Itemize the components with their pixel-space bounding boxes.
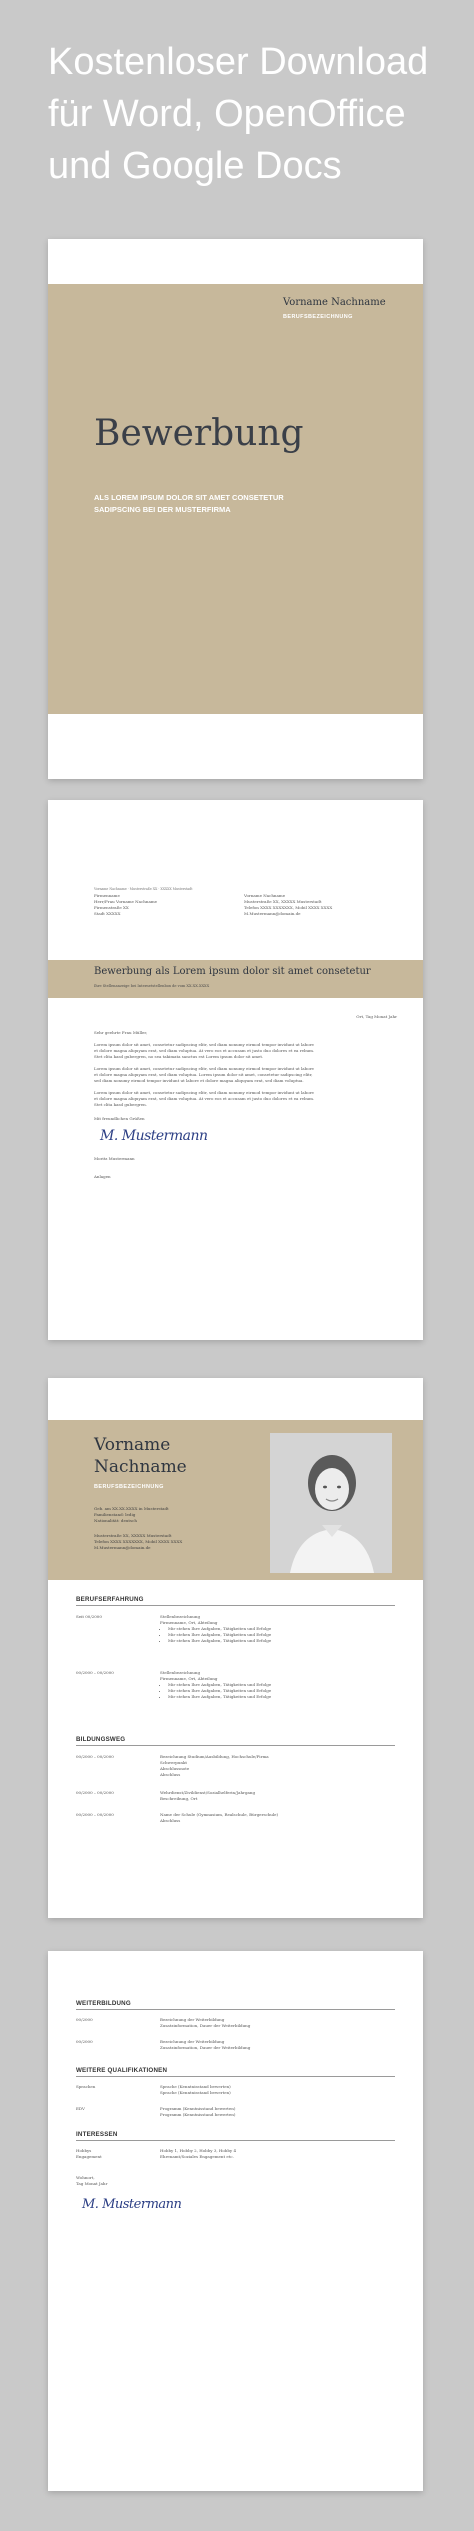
letter-closing: Mit freundlichen Grüßen (94, 1116, 145, 1121)
job-bullets (160, 1626, 271, 1644)
letter-paragraph-1 (94, 1042, 314, 1060)
letter-paragraph-2 (94, 1066, 314, 1084)
cv-name-line-1: Vorname (94, 1435, 171, 1455)
contact-line: Musterstraße XX, XXXXX Musterstadt (94, 1533, 172, 1538)
section-interests: INTERESSEN (76, 2131, 118, 2138)
education-line: Abschluss (160, 1772, 181, 1777)
education-line: Wehrdienst/Zivildienst/Sozialhelferin/Jahrgang (160, 1790, 256, 1795)
education-entry (160, 1812, 278, 1824)
education-period: 00/2000 – 00/2000 (76, 1790, 114, 1795)
cover-name: Vorname Nachname (283, 297, 386, 308)
training-entry (160, 2017, 250, 2029)
letter-attachments: Anlagen (94, 1174, 111, 1179)
recipient-line: Herr/Frau Vorname Nachname (94, 899, 158, 904)
interest-values (160, 2148, 236, 2160)
recipient-line: Firmenstraße XX (94, 905, 129, 910)
cover-title: Bewerbung (94, 413, 304, 454)
education-entry (160, 1790, 255, 1802)
letter-page (48, 800, 423, 1340)
date-line: Tag Monat Jahr (76, 2181, 108, 2186)
paragraph-line: et dolore magna aliquyam erat, sed diam voluptua. At vero eos et accusam et justo duo dolores et ea rebum. (94, 1096, 315, 1101)
sender-line: Vorname Nachname (244, 893, 286, 898)
cv-profession: BERUFSBEZEICHNUNG (94, 1484, 164, 1490)
training-line: Zusatzinformation, Dauer der Weiterbildung (160, 2023, 251, 2028)
letter-paragraph-3 (94, 1090, 314, 1108)
personal-line: Nationalität: deutsch (94, 1518, 137, 1523)
recipient-line: Stadt XXXXX (94, 911, 121, 916)
recipient-line: Firmenname (94, 893, 120, 898)
interest-label: Hobbys (76, 2148, 92, 2153)
recipient-block (94, 893, 157, 917)
job-period: Seit 00/2000 (76, 1614, 102, 1619)
interest-line: Hobby 1, Hobby 2, Hobby 3, Hobby 4 (160, 2148, 237, 2153)
letter-signed-name: Moritz Mustermann (94, 1156, 135, 1161)
interest-label: Engagement (76, 2154, 102, 2159)
education-line: Beschreibung, Ort (160, 1796, 198, 1801)
cover-subtitle (94, 492, 284, 516)
job-bullet: • Mir stehen Ihre Aufgaben, Tätigkeiten und Erfolge (168, 1632, 271, 1638)
job-entry (160, 1670, 271, 1700)
training-period: 00/2000 (76, 2017, 93, 2022)
cv-continued-page (48, 1951, 423, 2491)
training-line: Bezeichnung der Weiterbildung (160, 2017, 225, 2022)
education-entry (160, 1754, 269, 1778)
paragraph-line: sed diam nonumy eirmod tempor invidunt ut labore et dolore magna aliquyam erat, sed diam voluptua. (94, 1078, 304, 1083)
cv-contact-block (94, 1533, 182, 1551)
personal-line: Familienstand: ledig (94, 1512, 136, 1517)
place-date-block (76, 2175, 107, 2187)
headline-line-2: für Word, OpenOffice (48, 93, 406, 135)
paragraph-line: et dolore magna aliquyam erat, sed diam voluptua. At vero eos et accusam et justo duo dolores et ea rebum. (94, 1048, 315, 1053)
education-line: Schwerpunkt (160, 1760, 188, 1765)
interest-labels (76, 2148, 102, 2160)
portrait-illustration (270, 1433, 392, 1573)
qualification-entry (160, 2084, 231, 2096)
training-line: Bezeichnung der Weiterbildung (160, 2039, 225, 2044)
letter-reference: Ihre Stellenanzeige bei Internetstellenbox de vom XX.XX.XXXX (94, 984, 210, 988)
job-bullet: • Mir stehen Ihre Aufgaben, Tätigkeiten und Erfolge (168, 1688, 271, 1694)
profile-photo (270, 1433, 392, 1573)
sender-line: Telefon XXXX XXXXXXX, Mobil XXXX XXXX (244, 905, 333, 910)
cv-name-line-2: Nachname (94, 1457, 187, 1477)
job-period: 00/2000 – 00/2000 (76, 1670, 114, 1675)
cover-subtitle-line-2: SADIPSCING BEI DER MUSTERFIRMA (94, 505, 231, 514)
contact-line: M.Mustermann@domain.de (94, 1545, 151, 1550)
qualification-line: Sprache (Kenntnisstand bewerten) (160, 2090, 231, 2095)
job-bullet: • Mir stehen Ihre Aufgaben, Tätigkeiten und Erfolge (168, 1626, 271, 1632)
cover-subtitle-line-1: ALS LOREM IPSUM DOLOR SIT AMET CONSETETUR (94, 493, 284, 502)
headline-line-1: Kostenloser Download (48, 41, 429, 83)
section-training: WEITERBILDUNG (76, 2000, 131, 2007)
paragraph-line: Stet clita kasd gubergren. (94, 1102, 148, 1107)
headline-line-3: und Google Docs (48, 145, 342, 187)
cv-personal-block (94, 1506, 169, 1524)
training-entry (160, 2039, 250, 2051)
education-line: Name der Schule (Gymnasium, Realschule, Bürgerschule) (160, 1812, 279, 1817)
section-divider (76, 2140, 395, 2141)
cv-name (94, 1434, 187, 1478)
cv-page (48, 1378, 423, 1918)
sender-line: M.Mustermann@domain.de (244, 911, 301, 916)
job-line: Stellenbezeichnung (160, 1614, 201, 1619)
job-bullet: • Mir stehen Ihre Aufgaben, Tätigkeiten und Erfolge (168, 1694, 271, 1700)
education-line: Abschlussnote (160, 1766, 190, 1771)
return-address: Vorname Nachname · Musterstraße XX · XXXXX Musterstadt (94, 887, 193, 891)
education-line: Abschluss (160, 1818, 181, 1823)
qualification-entry (160, 2106, 235, 2118)
qualification-line: Programm (Kenntnisstand bewerten) (160, 2106, 236, 2111)
qualification-line: Programm (Kenntnisstand bewerten) (160, 2112, 236, 2117)
download-headline (48, 36, 468, 192)
section-qualifications: WEITERE QUALIFIKATIONEN (76, 2067, 168, 2074)
qualification-label: Sprachen (76, 2084, 96, 2089)
job-bullet: • Mir stehen Ihre Aufgaben, Tätigkeiten und Erfolge (168, 1682, 271, 1688)
letter-date: Ort, Tag Monat Jahr (356, 1014, 397, 1019)
paragraph-line: Lorem ipsum dolor sit amet, consetetur sadipscing elitr, sed diam nonumy eirmod tempor invidunt ut labore (94, 1090, 314, 1095)
contact-line: Telefon XXXX XXXXXXX, Mobil XXXX XXXX (94, 1539, 183, 1544)
sender-line: Musterstraße XX, XXXXX Musterstadt (244, 899, 322, 904)
job-entry (160, 1614, 271, 1644)
section-education: BILDUNGSWEG (76, 1736, 126, 1743)
education-period: 00/2000 – 00/2000 (76, 1812, 114, 1817)
education-period: 00/2000 – 00/2000 (76, 1754, 114, 1759)
personal-line: Geb. am XX.XX.XXXX in Musterstadt (94, 1506, 169, 1511)
cover-profession: BERUFSBEZEICHNUNG (283, 314, 353, 320)
job-line: Firmenname, Ort, Abteilung (160, 1620, 218, 1625)
section-divider (76, 1745, 395, 1746)
section-experience: BERUFSERFAHRUNG (76, 1596, 144, 1603)
letter-subject: Bewerbung als Lorem ipsum dolor sit amet consetetur (94, 966, 371, 977)
qualification-label: EDV (76, 2106, 85, 2111)
section-divider (76, 2076, 395, 2077)
letter-salutation: Sehr geehrte Frau Müller, (94, 1030, 148, 1035)
training-line: Zusatzinformation, Dauer der Weiterbildung (160, 2045, 251, 2050)
paragraph-line: et dolore magna aliquyam erat, sed diam voluptua. Lorem ipsum dolor sit amet, consetetur sadipscing elitr, (94, 1072, 313, 1077)
training-period: 00/2000 (76, 2039, 93, 2044)
section-divider (76, 1605, 395, 1606)
cv-signature: M. Mustermann (82, 2197, 182, 2212)
paragraph-line: Stet clita kasd gubergren, no sea takimata sanctus est Lorem ipsum dolor sit amet. (94, 1054, 264, 1059)
job-bullets (160, 1682, 271, 1700)
paragraph-line: Lorem ipsum dolor sit amet, consetetur sadipscing elitr, sed diam nonumy eirmod tempor invidunt ut labore (94, 1066, 314, 1071)
sender-block (244, 893, 332, 917)
education-line: Bezeichnung Studium/Ausbildung, Hochschule/Firma (160, 1754, 269, 1759)
place-label: Wohnort, (76, 2175, 95, 2180)
interest-line: Ehrenamt/Soziales Engagement etc. (160, 2154, 234, 2159)
qualification-line: Sprache (Kenntnisstand bewerten) (160, 2084, 231, 2089)
cover-page (48, 239, 423, 779)
paragraph-line: Lorem ipsum dolor sit amet, consetetur sadipscing elitr, sed diam nonumy eirmod tempor invidunt ut labore (94, 1042, 314, 1047)
job-bullet: • Mir stehen Ihre Aufgaben, Tätigkeiten und Erfolge (168, 1638, 271, 1644)
job-line: Stellenbezeichnung (160, 1670, 201, 1675)
job-line: Firmenname, Ort, Abteilung (160, 1676, 218, 1681)
section-divider (76, 2009, 395, 2010)
letter-signature: M. Mustermann (100, 1128, 208, 1144)
